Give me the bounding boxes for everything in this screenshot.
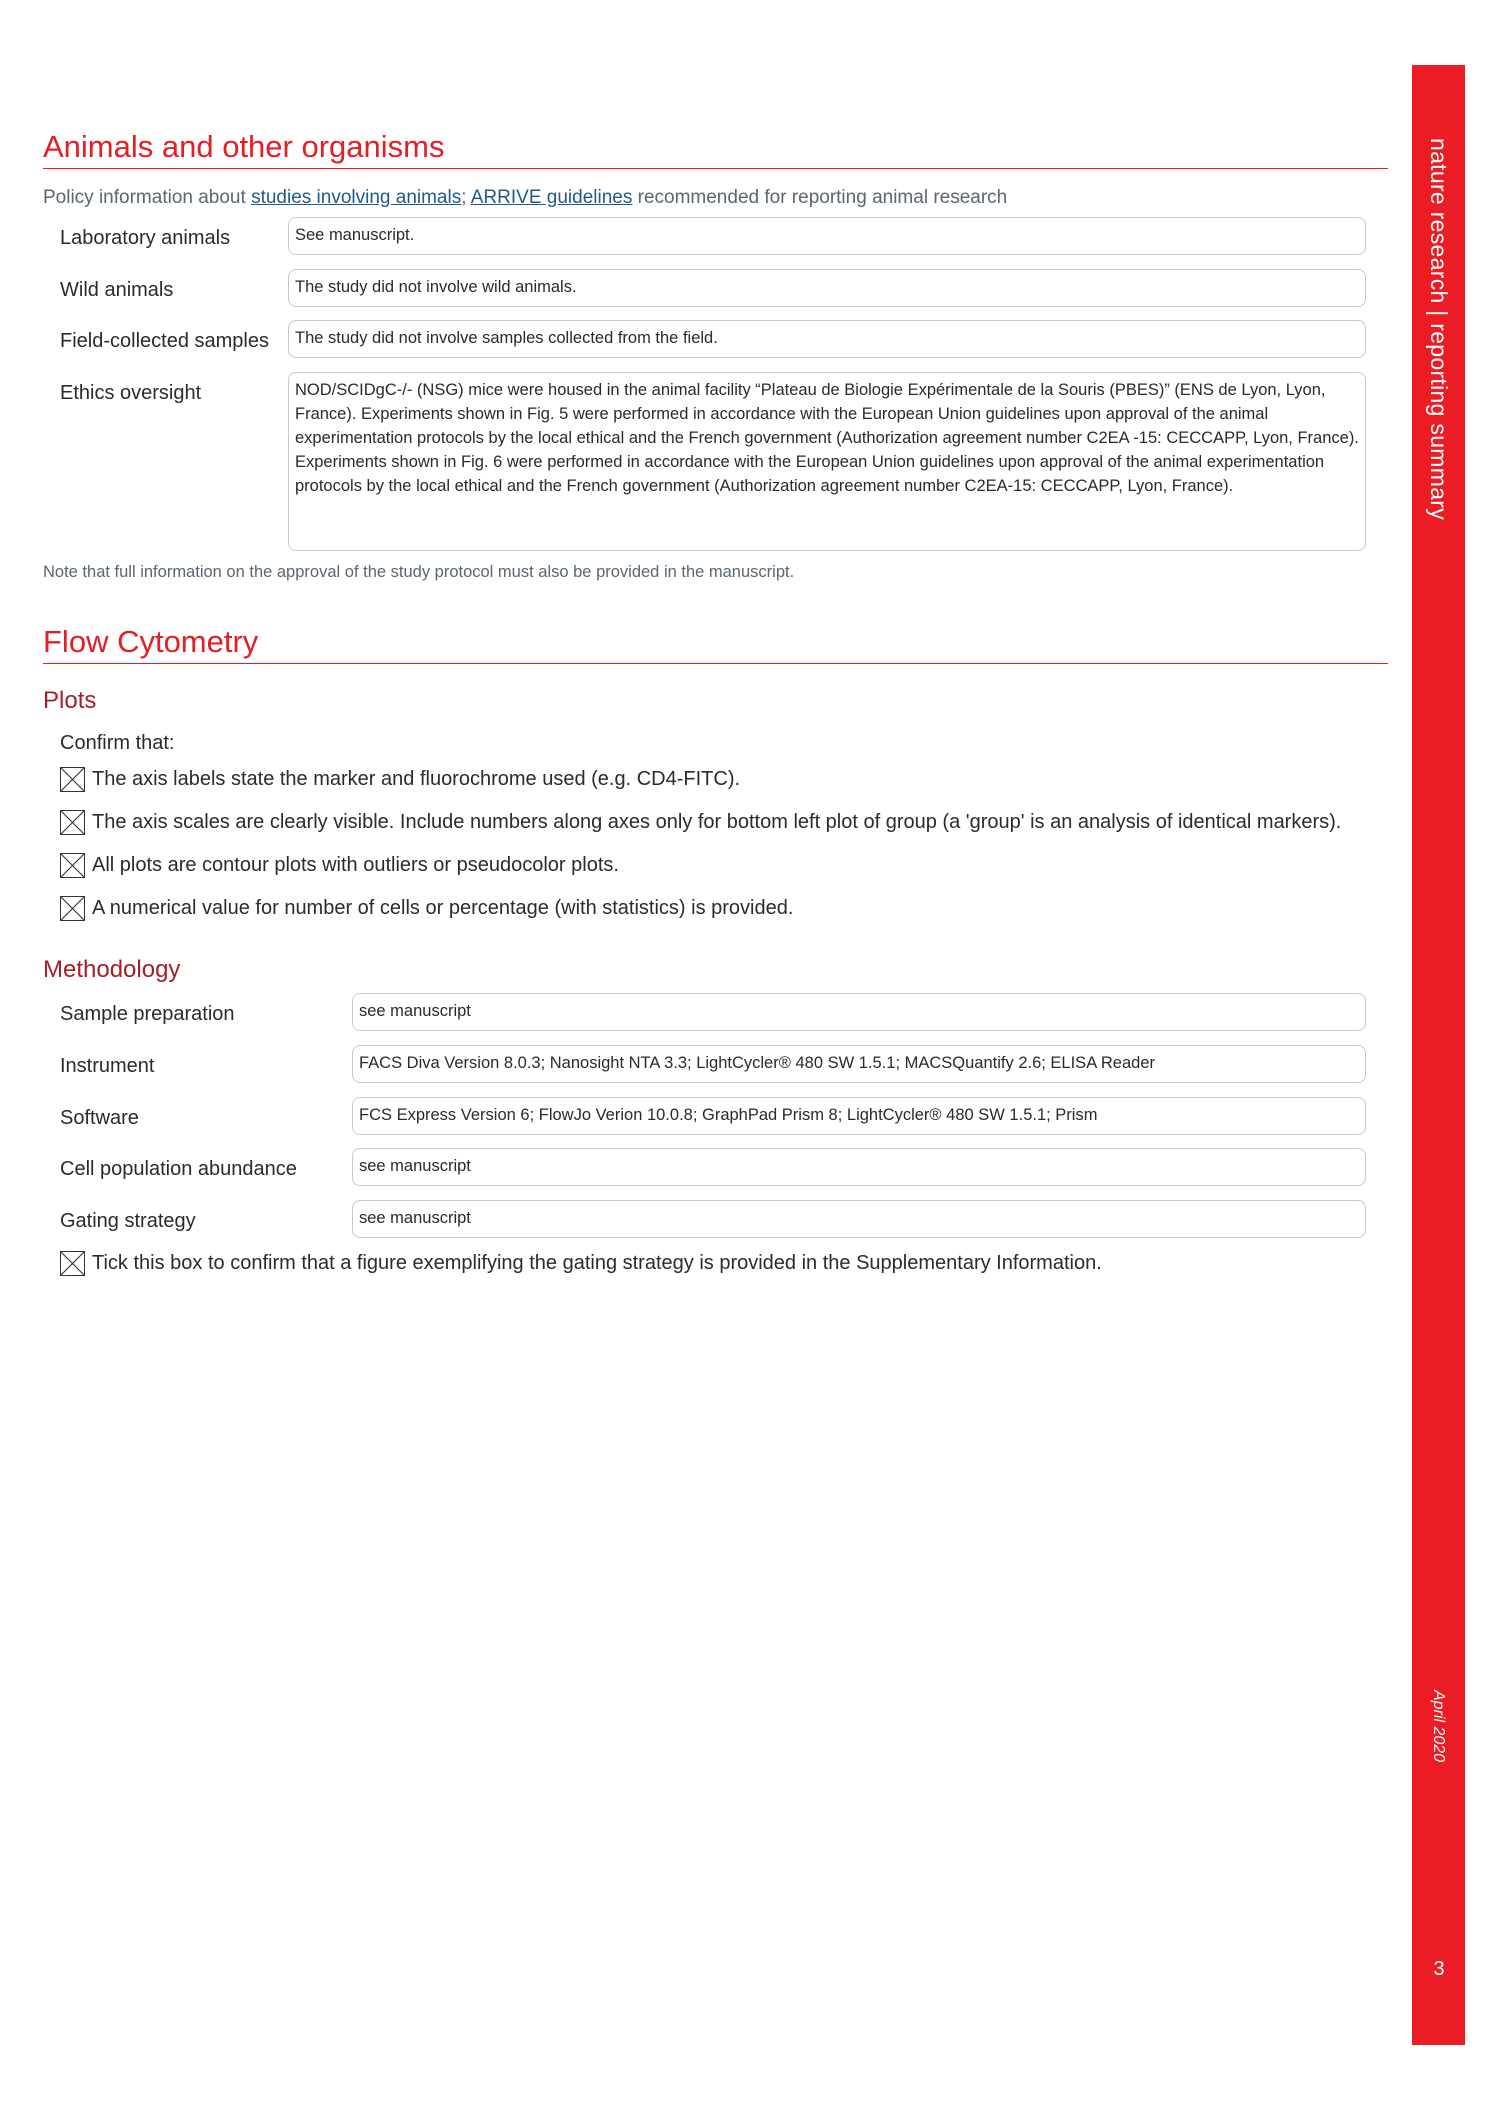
field-software[interactable]: FCS Express Version 6; FlowJo Verion 10.0.8; GraphPad Prism 8; LightCycler® 480 SW 1.5.1; Prism — [352, 1097, 1366, 1135]
field-field-collected-samples[interactable]: The study did not involve samples collected from the field. — [288, 320, 1366, 358]
approval-note: Note that full information on the approval of the study protocol must also be provided in the manuscript. — [43, 563, 795, 581]
checked-x-icon — [61, 1252, 84, 1275]
subsection-methodology: Methodology — [43, 956, 181, 983]
label-wild-animals: Wild animals — [60, 279, 174, 301]
label-ethics-oversight: Ethics oversight — [60, 382, 202, 404]
check-row-gating-figure — [60, 1250, 1102, 1276]
policy-separator: ; — [461, 187, 471, 208]
label-gating-strategy: Gating strategy — [60, 1210, 196, 1232]
subsection-plots: Plots — [43, 687, 97, 714]
label-laboratory-animals: Laboratory animals — [60, 227, 231, 249]
label-field-collected-samples: Field-collected samples — [60, 330, 269, 352]
field-laboratory-animals[interactable]: See manuscript. — [288, 217, 1366, 255]
confirm-label: Confirm that: — [60, 732, 175, 754]
checkbox-gating-figure[interactable] — [60, 1251, 85, 1276]
field-gating-strategy[interactable]: see manuscript — [352, 1200, 1366, 1238]
check-text-axis-labels: The axis labels state the marker and fluorochrome used (e.g. CD4-FITC). — [92, 768, 741, 790]
label-instrument: Instrument — [60, 1055, 155, 1077]
checkbox-contour-plots[interactable] — [60, 853, 85, 878]
label-cell-population-abundance: Cell population abundance — [60, 1158, 297, 1180]
field-ethics-oversight[interactable]: NOD/SCIDgC-/- (NSG) mice were housed in the animal facility “Plateau de Biologie Expérimentale de la Souris (PBES)” (ENS de Lyon, Lyon, France). Experiments shown in Fig. 5 were performed in accordance with the European Union guidelines upon approval of the animal experimentation protocols by the local ethical and the French government (Authorization agreement number C2EA -15: CECCAPP, Lyon, France). Experiments shown in Fig. 6 were performed in accordance with the European Union guidelines upon approval of the animal experimentation protocols by the local ethical and the French government (Authorization agreement number C2EA-15: CECCAPP, Lyon, France). — [288, 372, 1366, 551]
checkbox-axis-scales[interactable] — [60, 810, 85, 835]
label-sample-preparation: Sample preparation — [60, 1003, 235, 1025]
checked-x-icon — [61, 811, 84, 834]
check-text-axis-scales: The axis scales are clearly visible. Include numbers along axes only for bottom left plot of group (a 'group' is an analysis of identical markers). — [92, 811, 1342, 833]
section-title-flow-cytometry: Flow Cytometry — [43, 623, 1388, 664]
check-row-axis-labels — [60, 766, 740, 792]
checkbox-axis-labels[interactable] — [60, 767, 85, 792]
section-title-animals: Animals and other organisms — [43, 128, 1388, 169]
check-row-contour-plots — [60, 852, 619, 878]
policy-line — [43, 186, 1007, 210]
check-text-gating-figure: Tick this box to confirm that a figure exemplifying the gating strategy is provided in the Supplementary Information. — [92, 1252, 1102, 1274]
sidebar-date: April 2020 — [1430, 1690, 1447, 1763]
arrive-guidelines-link[interactable]: ARRIVE guidelines — [470, 187, 633, 208]
check-row-numerical-value — [60, 895, 793, 921]
check-row-axis-scales — [60, 809, 1341, 835]
field-sample-preparation[interactable]: see manuscript — [352, 993, 1366, 1031]
policy-prefix: Policy information about — [43, 187, 252, 208]
checked-x-icon — [61, 854, 84, 877]
check-text-numerical-value: A numerical value for number of cells or percentage (with statistics) is provided. — [92, 897, 794, 919]
studies-involving-animals-link[interactable]: studies involving animals — [251, 187, 462, 208]
sidebar-title: nature research | reporting summary — [1426, 138, 1452, 521]
label-software: Software — [60, 1107, 139, 1129]
checked-x-icon — [61, 768, 84, 791]
policy-suffix: recommended for reporting animal research — [632, 187, 1008, 208]
checkbox-numerical-value[interactable] — [60, 896, 85, 921]
field-wild-animals[interactable]: The study did not involve wild animals. — [288, 269, 1366, 307]
checked-x-icon — [61, 897, 84, 920]
field-cell-population-abundance[interactable]: see manuscript — [352, 1148, 1366, 1186]
page-number: 3 — [1433, 1958, 1445, 1980]
field-instrument[interactable]: FACS Diva Version 8.0.3; Nanosight NTA 3.3; LightCycler® 480 SW 1.5.1; MACSQuantify 2.6; ELISA Reader — [352, 1045, 1366, 1083]
check-text-contour-plots: All plots are contour plots with outliers or pseudocolor plots. — [92, 854, 619, 876]
